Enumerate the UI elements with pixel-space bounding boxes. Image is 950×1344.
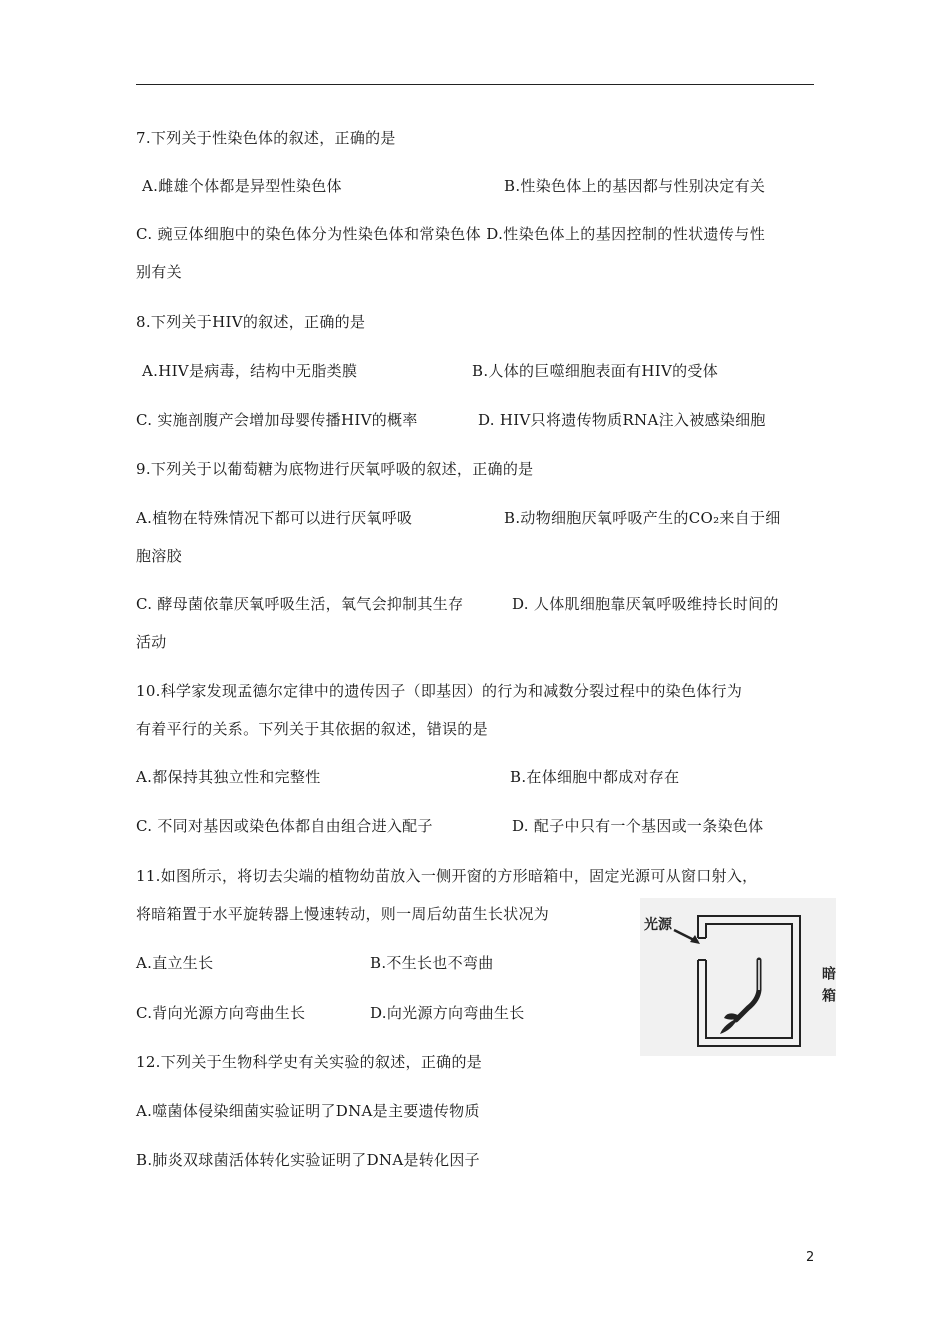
q8-option-d: D. HIV只将遗传物质RNA注入被感染细胞	[478, 411, 766, 429]
header-rule	[136, 84, 814, 85]
dark-box-label: 暗箱	[820, 966, 836, 1010]
light-source-label: 光源	[644, 917, 672, 933]
q7-option-b: B.性染色体上的基因都与性别决定有关	[504, 177, 766, 195]
q12-option-b: B.肺炎双球菌活体转化实验证明了DNA是转化因子	[136, 1151, 480, 1169]
q8-option-a: A.HIV是病毒，结构中无脂类膜	[142, 362, 358, 380]
q10-option-b: B.在体细胞中都成对存在	[510, 768, 680, 786]
q7-option-cd: C. 豌豆体细胞中的染色体分为性染色体和常染色体 D.性染色体上的基因控制的性状遗传与性	[136, 225, 766, 243]
q9-option-d: D. 人体肌细胞靠厌氧呼吸维持长时间的	[512, 595, 779, 613]
q11-stem-cont: 将暗箱置于水平旋转器上慢速转动，则一周后幼苗生长状况为	[136, 905, 550, 923]
seedling-leaf	[720, 1018, 738, 1034]
q11-stem: 11.如图所示，将切去尖端的植物幼苗放入一侧开窗的方形暗箱中，固定光源可从窗口射入，	[136, 867, 758, 885]
q10-option-d: D. 配子中只有一个基因或一条染色体	[512, 817, 764, 835]
q8-option-b: B.人体的巨噬细胞表面有HIV的受体	[472, 362, 719, 380]
q10-stem-cont: 有着平行的关系。下列关于其依据的叙述，错误的是	[136, 720, 488, 738]
q9-option-b-cont: 胞溶胶	[136, 547, 182, 565]
q8-stem: 8.下列关于HIV的叙述，正确的是	[136, 313, 366, 331]
q10-stem: 10.科学家发现孟德尔定律中的遗传因子（即基因）的行为和减数分裂过程中的染色体行为	[136, 682, 743, 700]
q9-option-a: A.植物在特殊情况下都可以进行厌氧呼吸	[136, 509, 413, 527]
seedling-stem	[736, 960, 759, 1020]
q7-option-a: A.雌雄个体都是异型性染色体	[142, 177, 342, 195]
q9-stem: 9.下列关于以葡萄糖为底物进行厌氧呼吸的叙述，正确的是	[136, 460, 534, 478]
q12-stem: 12.下列关于生物科学史有关实验的叙述，正确的是	[136, 1053, 483, 1071]
q11-figure	[640, 898, 836, 1056]
q10-option-a: A.都保持其独立性和完整性	[136, 768, 321, 786]
q11-option-d: D.向光源方向弯曲生长	[370, 1004, 525, 1022]
q7-option-d-cont: 别有关	[136, 263, 182, 281]
q8-option-c: C. 实施剖腹产会增加母婴传播HIV的概率	[136, 411, 418, 429]
page-number: 2	[806, 1250, 815, 1265]
q11-option-b: B.不生长也不弯曲	[370, 954, 494, 972]
q9-option-c: C. 酵母菌依靠厌氧呼吸生活，氧气会抑制其生存	[136, 595, 464, 613]
q7-stem: 7.下列关于性染色体的叙述，正确的是	[136, 129, 396, 147]
q10-option-c: C. 不同对基因或染色体都自由组合进入配子	[136, 817, 433, 835]
q9-option-b: B.动物细胞厌氧呼吸产生的CO₂来自于细	[504, 509, 781, 527]
q9-option-d-cont: 活动	[136, 633, 167, 651]
q11-option-a: A.直立生长	[136, 954, 214, 972]
q11-option-c: C.背向光源方向弯曲生长	[136, 1004, 306, 1022]
q12-option-a: A.噬菌体侵染细菌实验证明了DNA是主要遗传物质	[136, 1102, 480, 1120]
